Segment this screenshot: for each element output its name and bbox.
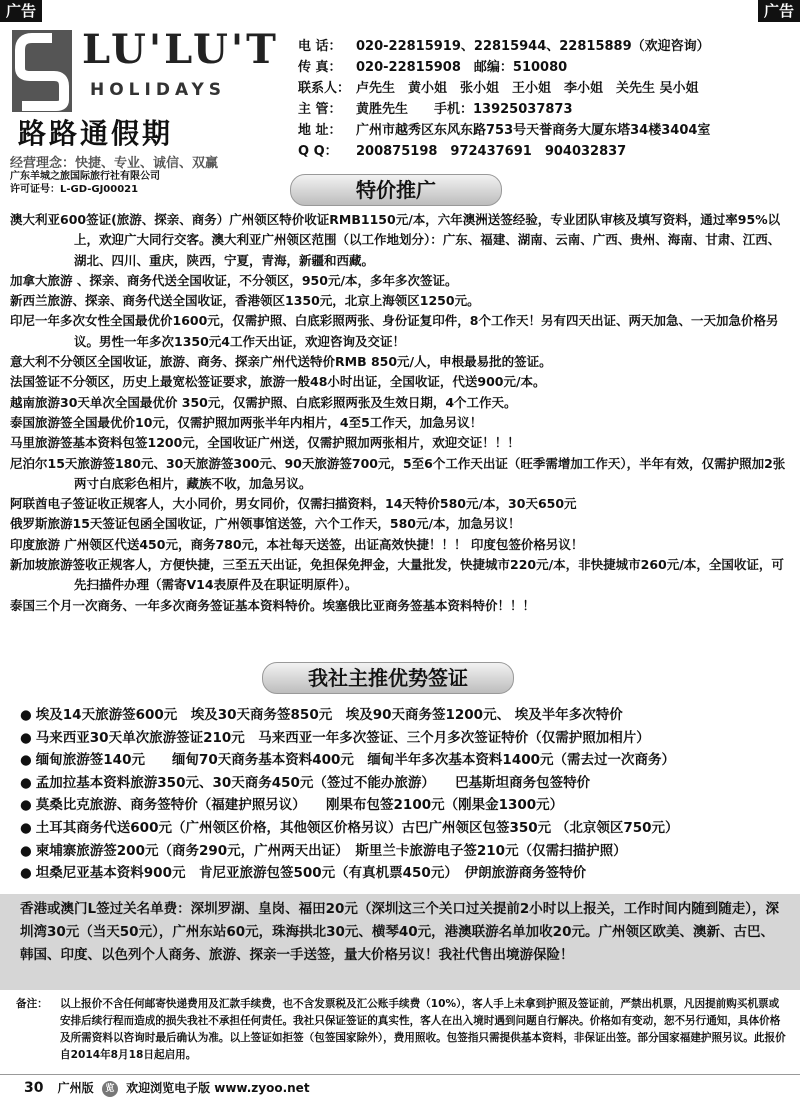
company-name: 广东羊城之旅国际旅行社有限公司 <box>10 171 160 182</box>
services-section-title: 我社主推优势签证 <box>262 662 514 694</box>
contact-row: 传 真： 020-22815908 邮编：510080 <box>298 60 568 75</box>
ad-tag-right: 广告 <box>758 0 800 22</box>
service-item: ● 莫桑比克旅游、商务签特价（福建护照另议） 刚果布包签2100元（刚果金1300元） <box>20 794 790 817</box>
page-number: 30 <box>24 1080 44 1096</box>
footer <box>0 1074 800 1100</box>
edition-label: 广州版 <box>57 1081 94 1095</box>
ad-tag-left: 广告 <box>0 0 42 22</box>
logo-mark-icon <box>12 30 72 112</box>
service-item: ● 缅甸旅游签140元 缅甸70天商务基本资料400元 缅甸半年多次基本资料1400元（需去过一次商务） <box>20 749 790 772</box>
logo <box>10 26 280 171</box>
contact-row: 主 管： 黄胜先生 手机：13925037873 <box>298 102 573 117</box>
service-item: ● 马来西亚30天单次旅游签证210元 马来西亚一年多次签证、三个月多次签证特价（仅需护照加相片） <box>20 727 790 750</box>
footer-website[interactable]: 欢迎浏览电子版 www.zyoo.net <box>126 1081 310 1095</box>
logo-brand-sub: HOLIDAYS <box>90 80 227 100</box>
logo-cn-name: 路路通假期 <box>18 117 174 150</box>
promo-item: 加拿大旅游 、探亲、商务代送全国收证，不分领区，950元/本，多年多次签证。 <box>10 272 458 288</box>
browse-icon: 览 <box>102 1081 118 1097</box>
promo-item: 印尼一年多次女性全国最优价1600元，仅需护照、白底彩照两张、身份证复印件，8个工作天！另有四天出证、两天加急、一天加急价格另议。男性一年多次1350元4工作天出证，欢迎咨询及交证！ <box>10 313 779 349</box>
contact-row: 联系人： 卢先生 黄小姐 张小姐 王小姐 李小姐 关先生 吴小姐 <box>298 81 699 96</box>
services-list <box>20 704 790 885</box>
promo-item: 新加坡旅游签收正规客人，方便快捷，三至五天出证，免担保免押金，大量批发，快捷城市220元/本，非快捷城市260元/本，全国收证，可先扫描件办理（需寄V14表原件及在职证明原件）。 <box>10 557 784 593</box>
promo-section-title: 特价推广 <box>290 174 502 206</box>
remarks <box>16 996 786 1064</box>
promo-item: 泰国三个月一次商务、一年多次商务签证基本资料特价。埃塞俄比亚商务签基本资料特价！！！ <box>10 597 536 613</box>
service-item: ● 埃及14天旅游签600元 埃及30天商务签850元 埃及90天商务签1200元、 埃及半年多次特价 <box>20 704 790 727</box>
promo-item: 法国签证不分领区，历史上最宽松签证要求，旅游一般48小时出证，全国收证，代送900元/本。 <box>10 374 546 390</box>
service-item: ● 坦桑尼亚基本资料900元 肯尼亚旅游包签500元（有真机票450元） 伊朗旅游商务签特价 <box>20 862 790 885</box>
motto: 经营理念：快捷、专业、诚信、双赢 <box>10 156 219 171</box>
promo-item: 泰国旅游签全国最优价10元，仅需护照加两张半年内相片，4至5工作天，加急另议！ <box>10 414 483 430</box>
license-number: 许可证号：L-GD-GJ00021 <box>10 184 139 195</box>
contact-row: 电 话： 020-22815919、22815944、22815889（欢迎咨询） <box>298 39 710 54</box>
contact-row: 地 址： 广州市越秀区东风东路753号天誉商务大厦东塔34楼3404室 <box>298 123 711 138</box>
remarks-text: 以上报价不含任何邮寄快递费用及汇款手续费，也不含发票税及汇公账手续费（10%），客人手上未拿到护照及签证前，严禁出机票，凡因提前购买机票或安排后续行程而造成的损失我社不承担任何责任。我社只保证签证的真实性，客人在出入境时遇到问题自行解决。价格如有变动，恕不另行通知，具体价格及所需资料以咨询时最后确认为准。以上签证如拒签（包签国家除外），费用照收。包签指只需提供基本资料，非保证出签。部分国家福建护照另议。此报价自2014年8月18日起启用。 <box>60 998 786 1061</box>
contact-block <box>298 36 710 162</box>
service-item: ● 土耳其商务代送600元（广州领区价格，其他领区价格另议）古巴广州领区包签350元 （北京领区750元） <box>20 817 790 840</box>
promo-item: 马里旅游签基本资料包签1200元，全国收证广州送，仅需护照加两张相片，欢迎交证！！！ <box>10 435 520 451</box>
service-item: ● 孟加拉基本资料旅游350元、30天商务450元（签过不能办旅游） 巴基斯坦商务包签特价 <box>20 772 790 795</box>
promo-item: 越南旅游30天单次全国最优价 350元，仅需护照、白底彩照两张及生效日期，4个工作天。 <box>10 394 517 410</box>
remarks-label: 备注： <box>16 998 48 1010</box>
promo-item: 印度旅游 广州领区代送450元，商务780元，本社每天送签，出证高效快捷！！！ 印度包签价格另议！ <box>10 536 584 552</box>
hk-macau-notice: 香港或澳门L签过关名单费：深圳罗湖、皇岗、福田20元（深圳这三个关口过关提前2小时以上报关，工作时间内随到随走），深圳湾30元（当天50元），广州东站60元，珠海拱北30元、横琴40元，港澳联游名单加收20元。广州领区欧美、澳新、古巴、韩国、印度、以色列个人商务、旅游、探亲一手送签，量大价格另议！我社代售出境游保险！ <box>0 894 800 990</box>
promo-item: 新西兰旅游、探亲、商务代送全国收证，香港领区1350元，北京上海领区1250元。 <box>10 293 480 309</box>
promo-item: 阿联酋电子签证收正规客人，大小同价，男女同价，仅需扫描资料，14天特价580元/本，30天650元 <box>10 496 577 512</box>
company-info <box>10 170 160 196</box>
promo-item: 俄罗斯旅游15天签证包函全国收证，广州领事馆送签，六个工作天，580元/本，加急另议！ <box>10 516 521 532</box>
logo-brand: LU'LU'T <box>82 26 279 73</box>
promo-item: 澳大利亚600签证(旅游、探亲、商务）广州领区特价收证RMB1150元/本，六年澳洲送签经验，专业团队审核及填写资料，通过率95%以上，欢迎广大同行交客。澳大利亚广州领区范围（以工作地划分）：广东、福建、湖南、云南、广西、贵州、海南、甘肃、江西、湖北、四川、重庆，陕西，宁夏，青海，新疆和西藏。 <box>10 212 781 268</box>
contact-row: Q Q： 200875198 972437691 904032837 <box>298 144 627 159</box>
service-item: ● 柬埔寨旅游签200元（商务290元，广州两天出证） 斯里兰卡旅游电子签210元（仅需扫描护照） <box>20 840 790 863</box>
promo-item: 尼泊尔15天旅游签180元、30天旅游签300元、90天旅游签700元，5至6个工作天出证（旺季需增加工作天），半年有效，仅需护照加2张两寸白底彩色相片，藏族不收，加急另议。 <box>10 455 786 491</box>
promo-item: 意大利不分领区全国收证，旅游、商务、探亲广州代送特价RMB 850元/人，申根最易批的签证。 <box>10 354 552 370</box>
header <box>10 24 790 172</box>
promo-list <box>10 210 790 616</box>
